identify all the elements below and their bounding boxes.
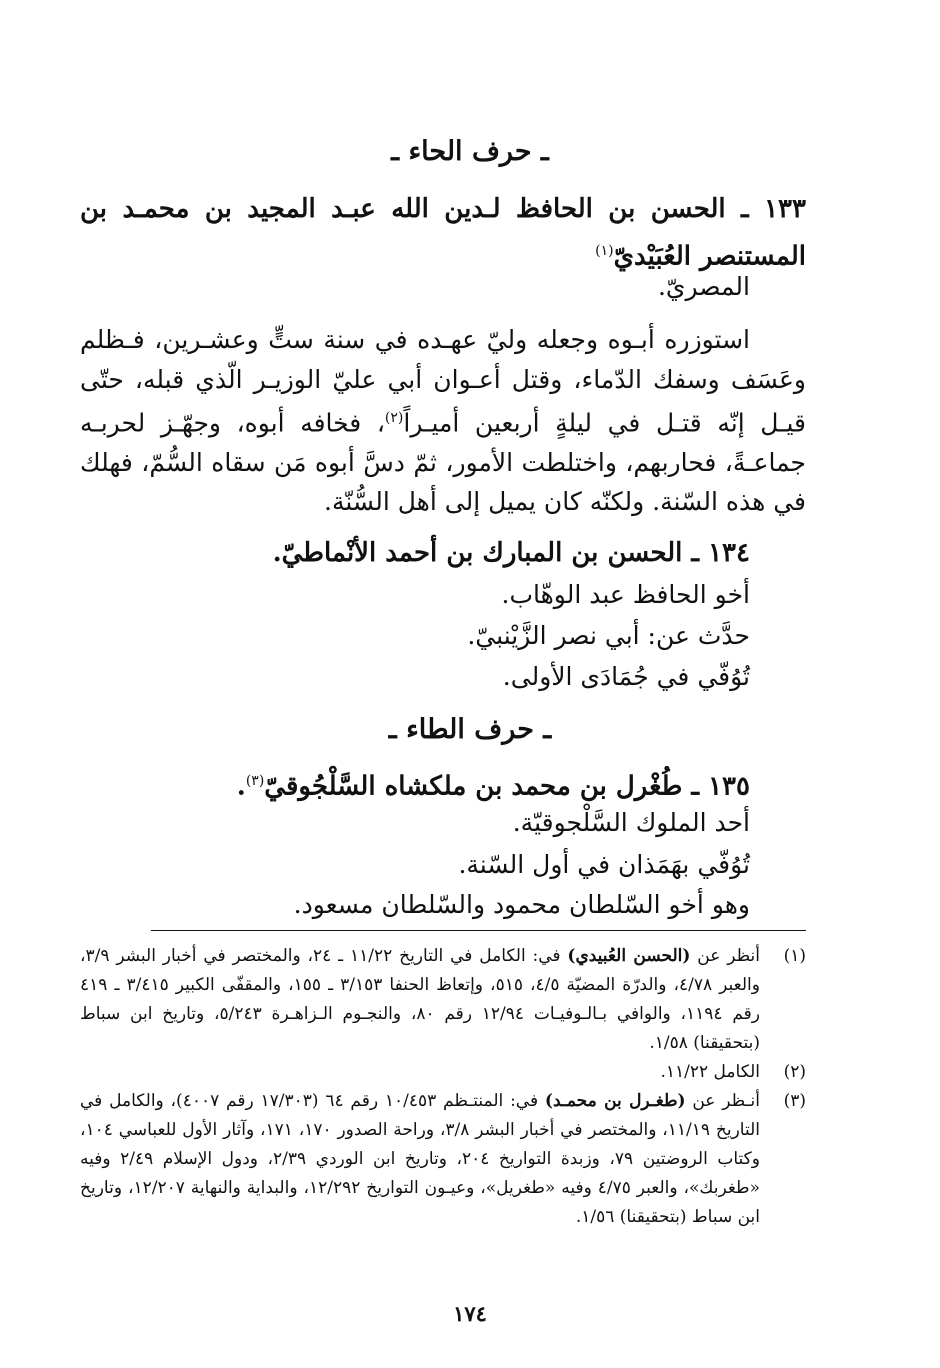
footnote-1: [80, 942, 806, 1058]
footnote-ref-2: (٢): [384, 410, 404, 426]
entry-133-body-text: استوزره أبـوه وجعله وليّ عهـده في سنة ستٍّ وعشـرين، فـظلم وعَسَف وسفك الدّماء، وقتل أعـوان أبي عليّ الوزيـر الّذي قبله، حتّى قيـل إنّه قتـل في ليلةٍ أربعين أميـراً: [80, 325, 806, 438]
entry-135-title-end: .: [236, 771, 246, 802]
entry-135-line-2: تُوُفّي بهَمَذان في أول السّنة.: [458, 850, 750, 879]
footnote-number: (٢): [783, 1062, 806, 1082]
footnote-lead: الكامل ١١/٢٢.: [660, 1062, 760, 1082]
entry-134-line-1: أخو الحافظ عبد الوهّاب.: [501, 580, 750, 609]
entry-133-body: [80, 320, 806, 522]
footnote-lead: أنـظر عن: [685, 1091, 761, 1111]
footnote-number: (٣): [783, 1091, 806, 1111]
entry-133-heading: [80, 188, 806, 278]
footnote-text: [80, 942, 760, 1058]
entry-134-heading: ١٣٤ ـ الحسن بن المبارك بن أحمد الأنْماطيّ.: [272, 538, 750, 568]
footnotes: [80, 942, 806, 1232]
entry-133-nisba: المصريّ.: [657, 272, 750, 301]
section-heading-ta: ـ حرف الطاء ـ: [388, 714, 552, 745]
footnote-subject: (الحسن العُبيدي): [567, 946, 691, 966]
entry-133-body-rest: ، فخافه أبوه، وجهّـز لحربـه جماعـةً، فحاربهم، واختلطت الأمور، ثمّ دسَّ أبوه مَن سقاه السُّمّ، فهلك في هذه السّنة. ولكنّه كان يميل إلى أهل السُّنّة.: [80, 408, 806, 517]
footnote-number: (١): [783, 946, 806, 966]
entry-135-title: ١٣٥ ـ طُغْرل بن محمد بن ملكشاه السَّلْجُوقيّ: [264, 771, 750, 802]
footnote-text: [80, 1087, 760, 1232]
section-heading-ha: ـ حرف الحاء ـ: [391, 136, 549, 167]
footnote-2: [80, 1058, 806, 1087]
entry-133-title: ١٣٣ ـ الحسن بن الحافظ لـدين الله عبـد المجيد بن محمـد بن المستنصر العُبَيْديّ: [80, 194, 806, 272]
footnote-sources: في: المنتـظم ١٠/٤٥٣ رقم ٦٤ (١٧/٣٠٣ رقم ٤٠٠٧)، والكامل في التاريخ ١١/١٩، والمختصر في أخبار البشر ٣/٨، وراحة الصدور ١٧٠، ١٧١، وآثار الأول للعباسي ١٠٤، وكتاب الروضتين ٧٩، وزبدة التواريخ ٢٠٤، وتاريخ ابن الوردي ٢/٣٩، ودول الإسلام ٢/٤٩ وفيه «طغربك»، والعبر ٤/٧٥ وفيه «طغريل»، وعيـون التواريخ ١٢/٢٩٢، والبداية والنهاية ١٢/٢٠٧، وتاريخ ابن سباط (بتحقيقنا) ١/٥٦.: [80, 1091, 761, 1227]
entry-134-line-2: حدَّث عن: أبي نصر الزَّيْنبيّ.: [467, 621, 750, 650]
footnote-sources: في: الكامل في التاريخ ١١/٢٢ ـ ٢٤، والمختصر في أخبار البشر ٣/٩، والعبر ٤/٧٨، والدرّة المضيّة ٤/٥، ٥١٥، وإتعاظ الحنفا ٣/١٥٣ ـ ١٥٥، والمقفّى الكبير ٣/٤١٥ ـ ٤١٩ رقم ١١٩٤، والوافي بـالـوفيـات ١٢/٩٤ رقم ٨٠، والنجـوم الـزاهـرة ٥/٢٤٣، وتاريخ ابن سباط (بتحقيقنا) ١/٥٨.: [80, 946, 760, 1053]
entry-135-line-3: وهو أخو السّلطان محمود والسّلطان مسعود.: [293, 890, 750, 919]
entry-135-heading: [80, 760, 750, 808]
footnote-divider: [151, 930, 806, 931]
footnote-text: [80, 1058, 760, 1087]
footnote-ref-1: (١): [595, 243, 614, 259]
entry-135-line-1: أحد الملوك السَّلْجوقيّة.: [512, 808, 750, 837]
footnote-3: [80, 1087, 806, 1232]
page-number: ١٧٤: [453, 1301, 487, 1326]
footnote-lead: أنظر عن: [690, 946, 761, 966]
footnote-ref-3: (٣): [245, 773, 265, 789]
entry-134-line-3: تُوُفّي في جُمَادَى الأولى.: [502, 662, 750, 691]
footnote-subject: (طغـرل بن محمـد): [544, 1091, 686, 1111]
